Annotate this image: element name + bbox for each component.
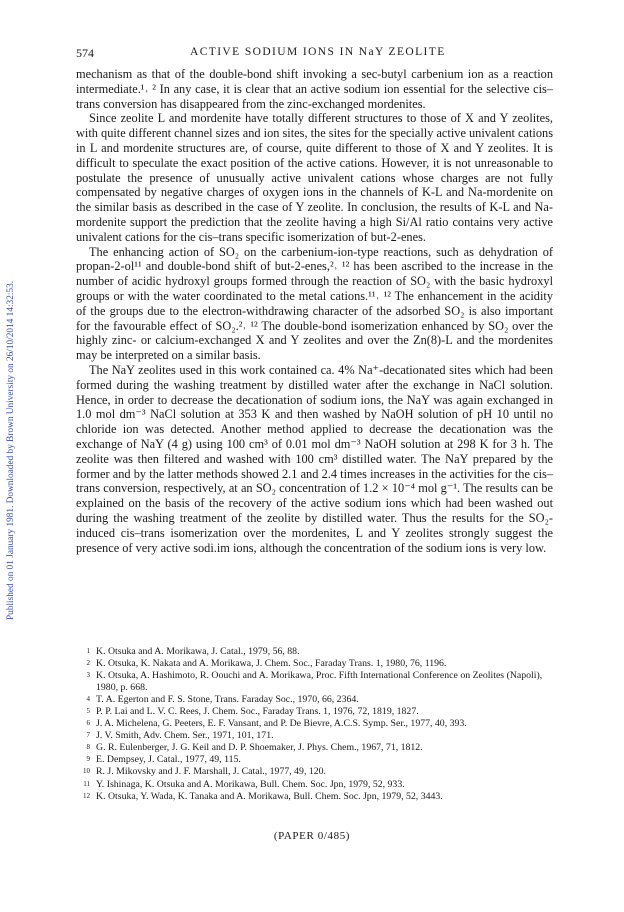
reference-item	[76, 694, 553, 706]
reference-item	[76, 670, 553, 694]
references-list	[76, 646, 553, 803]
reference-item	[76, 730, 553, 742]
reference-number: 4	[86, 695, 90, 704]
reference-number: 6	[86, 719, 90, 728]
paper-id-footer: (PAPER 0/485)	[273, 830, 351, 842]
reference-text: T. A. Egerton and F. S. Stone, Trans. Faraday Soc., 1970, 66, 2364.	[96, 694, 359, 706]
reference-item	[76, 742, 553, 754]
reference-text: K. Otsuka, A. Hashimoto, R. Oouchi and A. Morikawa, Proc. Fifth International Conference on Zeolites (Napoli), 1980, p. 668.	[96, 670, 543, 694]
reference-text: J. V. Smith, Adv. Chem. Ser., 1971, 101, 171.	[96, 730, 274, 742]
reference-number: 12	[83, 791, 90, 800]
download-notice	[6, 160, 18, 620]
reference-item	[76, 779, 553, 791]
reference-number: 10	[83, 767, 90, 776]
reference-text: K. Otsuka and A. Morikawa, J. Catal., 1979, 56, 88.	[96, 646, 300, 657]
paragraph: The NaY zeolites used in this work contained ca. 4% Na⁺-decationated sites which had been formed during the washing treatment by distilled water after the exchange in NaCl solution. Hence, in order to decrease the decationation of sodium ions, the NaY was again exchanged in 1.0 mol dm⁻³ NaCl solution at 353 K and then washed by NaOH solution of pH 10 until no chloride ion was detected. Another method applied to decrease the decationation was the exchange of NaY (4 g) using 100 cm³ of 0.01 mol dm⁻³ NaOH solution at 298 K for 3 h. The zeolite was then filtered and washed with 100 cm³ distilled water. The NaY prepared by the former and by the latter methods showed 2.1 and 2.4 times increases in the activities for the cis–trans conversion, respectively, at an SO₂ concentration of 1.2 × 10⁻⁴ mol g⁻¹. The results can be explained on the basis of the recovery of the active sodium ions which had been washed out during the washing treatment of the zeolite by distilled water. Thus the results for the SO₂-induced cis–trans isomerization over the mordenites, L and Y zeolites strongly suggest the presence of very active sodi.im ions, although the concentration of the sodium ions is very low.	[76, 362, 553, 555]
reference-text: E. Dempsey, J. Catal., 1977, 49, 115.	[96, 754, 241, 766]
reference-number: 9	[86, 755, 90, 764]
reference-text: Y. Ishinaga, K. Otsuka and A. Morikawa, Bull. Chem. Soc. Jpn, 1979, 52, 933.	[96, 778, 405, 790]
download-notice-text: Published on 01 January 1981. Downloaded by Brown University on 26/10/2014 14:32:53.	[6, 280, 16, 620]
reference-number: 8	[86, 743, 90, 752]
page-number: 574	[76, 46, 94, 60]
paragraph: The enhancing action of SO₂ on the carbenium-ion-type reactions, such as dehydration of propan-2-ol¹¹ and double-bond shift of but-2-enes,²˒ ¹² has been ascribed to the increase in the number of acidic hydroxyl groups formed through the reaction of SO₂ with the basic hydroxyl groups or with the water coordinated to the metal cations.¹¹˒ ¹² The enhancement in the acidity of the groups due to the electron-withdrawing character of the adsorbed SO₂ is also important for the favourable effect of SO₂.²˒ ¹² The double-bond isomerization enhanced by SO₂ over the highly zinc- or calcium-exchanged X and Y zeolites and over the Zn(8)-L and the mordenites may be interpreted on a similar basis.	[76, 244, 553, 363]
reference-number: 11	[83, 779, 90, 788]
reference-number: 7	[86, 731, 90, 740]
reference-item	[76, 658, 553, 670]
paragraph: Since zeolite L and mordenite have totally different structures to those of X and Y zeolites, with quite different channel sizes and ion sites, the sites for the specially active univalent cations in L and mordenite structures are, of course, quite different to those of X and Y zeolites. It is difficult to speculate the exact position of the active cations. However, it is not unreasonable to postulate the presence of unusually active univalent cations whose charges are not fully compensated by negative charges of oxygen ions in the channels of K-L and Na-mordenite on the similar basis as described in the case of Y zeolite. In conclusion, the results of K-L and Na-mordenite support the prediction that the zeolite having a high Si/Al ratio contains very active univalent cations for the cis–trans specific isomerization of but-2-enes.	[76, 111, 553, 244]
reference-text: K. Otsuka, K. Nakata and A. Morikawa, J. Chem. Soc., Faraday Trans. 1, 1980, 76, 1196.	[96, 658, 447, 670]
running-title: ACTIVE SODIUM IONS IN NaY ZEOLITE	[190, 46, 446, 58]
reference-text: K. Otsuka, Y. Wada, K. Tanaka and A. Morikawa, Bull. Chem. Soc. Jpn, 1979, 52, 3443.	[96, 790, 443, 802]
reference-text: R. J. Mikovsky and J. F. Marshall, J. Catal., 1977, 49, 120.	[96, 766, 326, 778]
body-text	[76, 67, 553, 555]
reference-number: 1	[86, 647, 90, 655]
reference-number: 5	[86, 707, 90, 716]
reference-number: 3	[86, 671, 90, 680]
paragraph: mechanism as that of the double-bond shift invoking a sec-butyl carbenium ion as a reaction intermediate.¹˒ ² In any case, it is clear that an active sodium ion essential for the selective cis–trans conversion has disappeared from the zinc-exchanged mordenites.	[76, 67, 553, 111]
reference-text: G. R. Eulenberger, J. G. Keil and D. P. Shoemaker, J. Phys. Chem., 1967, 71, 1812.	[96, 742, 423, 754]
reference-number: 2	[86, 659, 90, 668]
reference-text: J. A. Michelena, G. Peeters, E. F. Vansant, and P. De Bievre, A.C.S. Symp. Ser., 1977, 40, 393.	[96, 718, 467, 730]
reference-item	[76, 718, 553, 730]
reference-item	[76, 754, 553, 766]
reference-text: P. P. Lai and L. V. C. Rees, J. Chem. Soc., Faraday Trans. 1, 1976, 72, 1819, 1827.	[96, 706, 419, 718]
reference-item	[76, 766, 553, 778]
reference-item	[76, 791, 553, 803]
reference-item	[76, 646, 553, 658]
reference-item	[76, 706, 553, 718]
